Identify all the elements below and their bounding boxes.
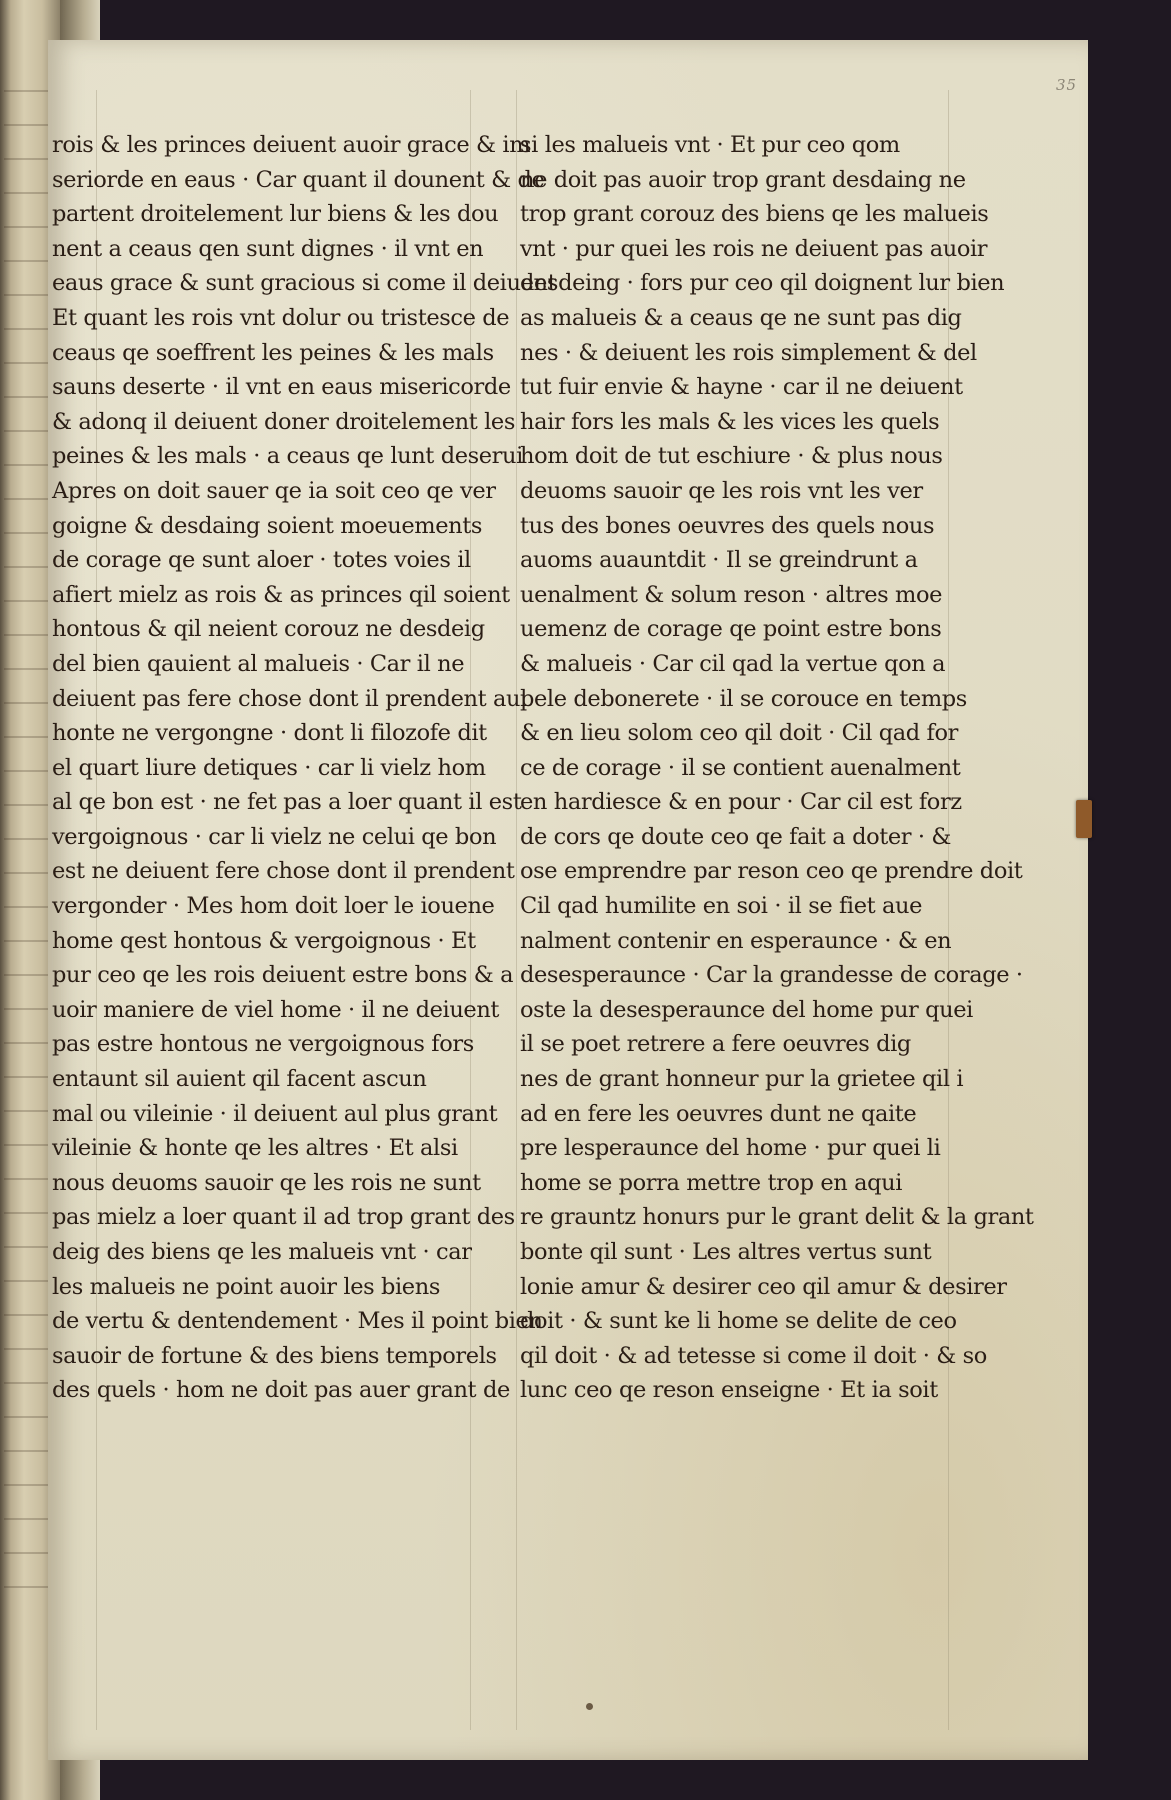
text-line: pele debonerete · il se corouce en temps	[520, 685, 967, 712]
text-line: el quart liure detiques · car li vielz hom	[52, 754, 486, 781]
text-line: auoms auauntdit · Il se greindrunt a	[520, 547, 918, 574]
text-line: nes · & deiuent les rois simplement & del	[520, 339, 977, 366]
text-line: vergoignous · car li vielz ne celui qe bon	[52, 823, 497, 850]
text-line: en hardiesce & en pour · Car cil est forz	[520, 789, 962, 816]
text-line: entaunt sil auient qil facent ascun	[52, 1066, 427, 1093]
text-line: Apres on doit sauer qe ia soit ceo qe ver	[52, 477, 496, 504]
text-line: honte ne vergongne · dont li filozofe dit	[52, 720, 487, 747]
text-line: rois & les princes deiuent auoir grace & im	[52, 132, 531, 158]
text-line: desdeing · fors pur ceo qil doignent lur bien	[520, 270, 1005, 297]
text-line: nes de grant honneur pur la grietee qil i	[520, 1066, 964, 1093]
text-line: trop grant corouz des biens qe les malueis	[520, 201, 989, 228]
text-line: ad en fere les oeuvres dunt ne qaite	[520, 1100, 917, 1127]
text-line: & malueis · Car cil qad la vertue qon a	[520, 650, 946, 677]
text-line: mal ou vileinie · il deiuent aul plus grant	[52, 1100, 498, 1127]
text-line: de cors qe doute ceo qe fait a doter · &	[520, 823, 952, 850]
text-line: doit · & sunt ke li home se delite de ceo	[520, 1308, 957, 1335]
text-line: al qe bon est · ne fet pas a loer quant il est	[52, 789, 522, 816]
text-line: hontous & qil neient corouz ne desdeig	[52, 616, 485, 643]
text-line: uenalment & solum reson · altres moe	[520, 581, 943, 608]
text-line: deiuent pas fere chose dont il prendent aul	[52, 685, 527, 712]
text-line: goigne & desdaing soient moeuements	[52, 512, 483, 539]
text-line: de corage qe sunt aloer · totes voies il	[52, 547, 471, 574]
text-line: des quels · hom ne doit pas auer grant de	[52, 1377, 510, 1404]
text-line: hair fors les mals & les vices les quels	[520, 408, 940, 435]
text-line: nalment contenir en esperaunce · & en	[520, 927, 952, 954]
text-line: partent droitelement lur biens & les dou	[52, 201, 499, 228]
text-line: oste la desesperaunce del home pur quei	[520, 996, 973, 1023]
text-line: Et quant les rois vnt dolur ou tristesce de	[52, 304, 510, 331]
text-line: pas mielz a loer quant il ad trop grant des	[52, 1204, 515, 1231]
text-line: uemenz de corage qe point estre bons	[520, 616, 942, 643]
text-line: as malueis & a ceaus qe ne sunt pas dig	[520, 304, 962, 331]
text-line: bonte qil sunt · Les altres vertus sunt	[520, 1239, 932, 1265]
text-line: vnt · pur quei les rois ne deiuent pas auoir	[520, 235, 988, 262]
text-line: desesperaunce · Car la grandesse de corage ·	[520, 962, 1023, 989]
text-line: home se porra mettre trop en aqui	[520, 1169, 903, 1196]
leather-tab-marker	[1076, 800, 1092, 838]
text-line: lunc ceo qe reson enseigne · Et ia soit	[520, 1377, 938, 1404]
text-line: vergonder · Mes hom doit loer le iouene	[52, 893, 495, 920]
text-line: pas estre hontous ne vergoignous fors	[52, 1031, 474, 1058]
text-line: vileinie & honte qe les altres · Et alsi	[52, 1135, 458, 1162]
text-line: il se poet retrere a fere oeuvres dig	[520, 1031, 911, 1058]
text-line: ceaus qe soeffrent les peines & les mals	[52, 339, 494, 366]
text-line: si les malueis vnt · Et pur ceo qom	[520, 132, 900, 158]
text-line: tut fuir envie & hayne · car il ne deiuent	[520, 374, 963, 401]
text-line: afiert mielz as rois & as princes qil soient	[52, 581, 510, 608]
text-line: re grauntz honurs pur le grant delit & la grant	[520, 1204, 1034, 1231]
text-line: peines & les mals · a ceaus qe lunt deserui	[52, 443, 523, 470]
text-line: pre lesperaunce del home · pur quei li	[520, 1135, 941, 1162]
text-line: ne doit pas auoir trop grant desdaing ne	[520, 166, 966, 193]
text-line: hom doit de tut eschiure · & plus nous	[520, 443, 943, 470]
folio-number: 35	[1056, 76, 1078, 94]
text-line: nous deuoms sauoir qe les rois ne sunt	[52, 1169, 481, 1196]
text-line: deig des biens qe les malueis vnt · car	[52, 1239, 472, 1265]
text-line: lonie amur & desirer ceo qil amur & desirer	[520, 1273, 1007, 1300]
text-line: les malueis ne point auoir les biens	[52, 1273, 440, 1300]
text-line: de vertu & dentendement · Mes il point bien	[52, 1308, 543, 1335]
parchment-speck	[586, 1703, 593, 1710]
ruling-line-right-outer	[516, 90, 517, 1730]
text-line: del bien qauient al malueis · Car il ne	[52, 650, 465, 677]
text-line: home qest hontous & vergoignous · Et	[52, 927, 476, 954]
text-line: sauns deserte · il vnt en eaus misericorde	[52, 374, 511, 401]
text-line: eaus grace & sunt gracious si come il deiuent	[52, 270, 557, 297]
text-line: seriorde en eaus · Car quant il dounent & de	[52, 166, 545, 193]
text-line: pur ceo qe les rois deiuent estre bons & a	[52, 962, 514, 989]
text-line: & adonq il deiuent doner droitelement les	[52, 408, 515, 435]
text-line: ce de corage · il se contient auenalment	[520, 754, 961, 781]
right-text-column	[520, 128, 1034, 1408]
text-line: ose emprendre par reson ceo qe prendre doit	[520, 858, 1023, 885]
text-line: est ne deiuent fere chose dont il prendent	[52, 858, 515, 885]
text-line: deuoms sauoir qe les rois vnt les ver	[520, 477, 923, 504]
text-line: uoir maniere de viel home · il ne deiuent	[52, 996, 500, 1023]
text-line: sauoir de fortune & des biens temporels	[52, 1342, 497, 1369]
text-line: & en lieu solom ceo qil doit · Cil qad for	[520, 720, 958, 747]
facing-page-text-fragments	[4, 90, 52, 1590]
text-line: nent a ceaus qen sunt dignes · il vnt en	[52, 235, 484, 262]
left-text-column	[52, 128, 557, 1408]
text-line: Cil qad humilite en soi · il se fiet aue	[520, 893, 923, 920]
text-line: qil doit · & ad tetesse si come il doit · & so	[520, 1342, 987, 1369]
text-line: tus des bones oeuvres des quels nous	[520, 512, 935, 539]
